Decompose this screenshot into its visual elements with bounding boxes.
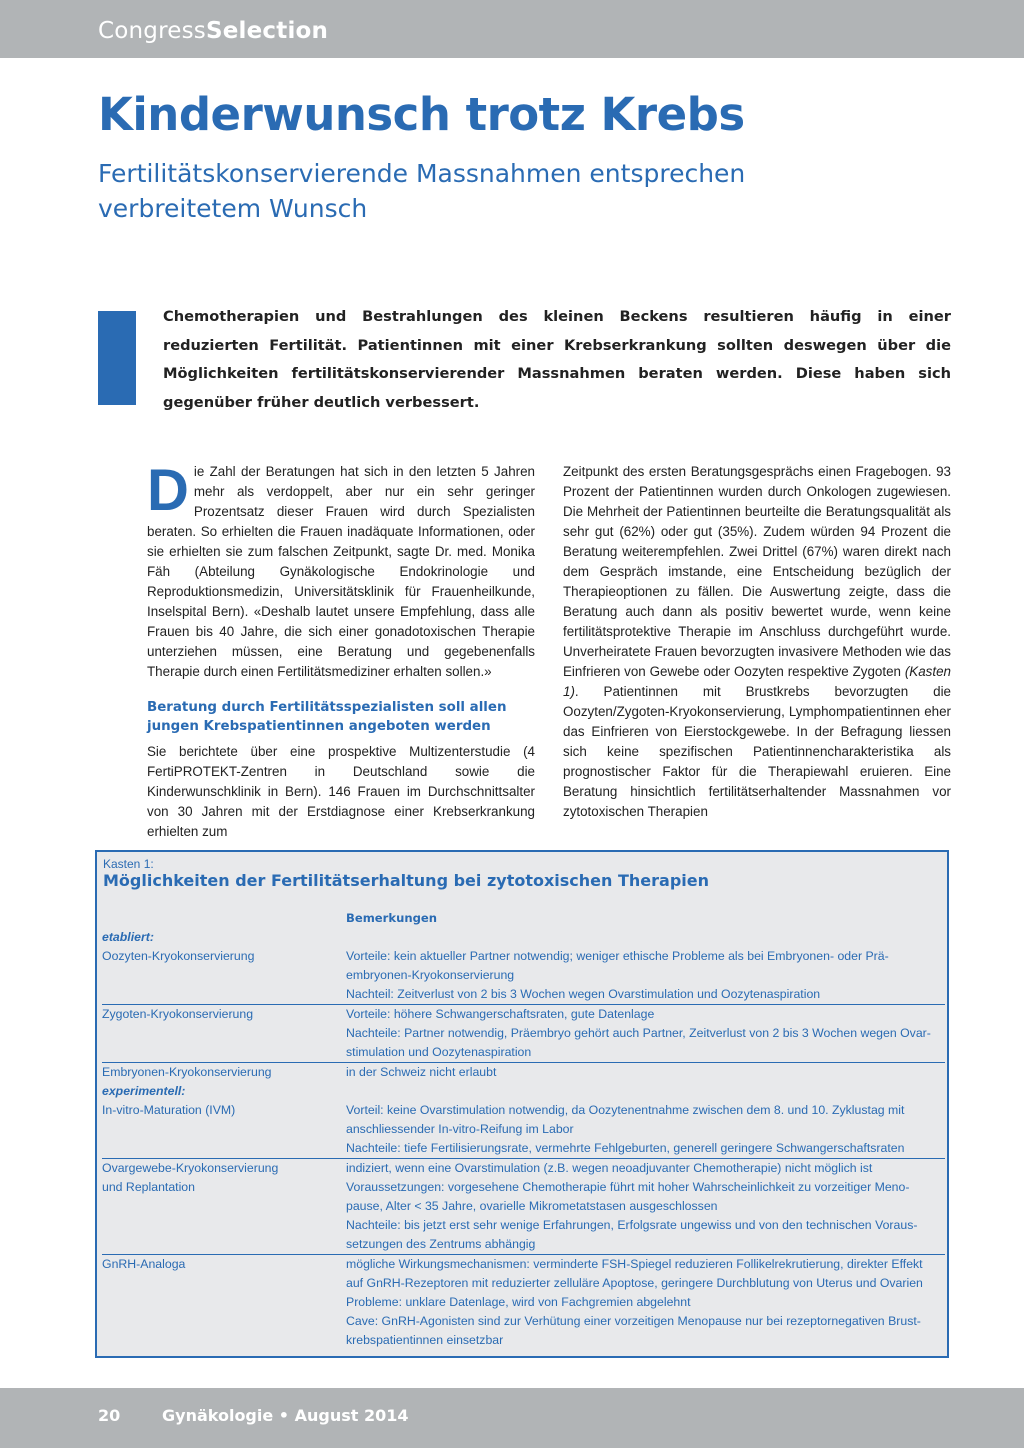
lead-paragraph: Chemotherapien und Bestrahlungen des kleinen Beckens resultieren häufig in einer reduzierten Fertilität. Patientinnen mit einer Krebserkrankung sollten deswegen über die Möglichkeiten fertilitätskonservierender Massnahmen beraten werden. Diese haben sich gegenüber früher deutlich verbessert. [163, 308, 951, 411]
note-line: Cave: GnRH-Agonisten sind zur Verhütung einer vorzeitigen Menopause nur bei rezeptornegativen Brust- [346, 1314, 921, 1328]
method-name-line: Oozyten-Kryokonservierung [102, 949, 255, 963]
category-established: etabliert: [102, 930, 154, 944]
paragraph-1 [147, 458, 535, 682]
method-name-line: Zygoten-Kryokonservierung [102, 1007, 254, 1021]
column-header-remarks: Bemerkungen [346, 911, 437, 925]
note-line: Vorteil: keine Ovarstimulation notwendig, da Oozytenentnahme zwischen dem 8. und 10. Zyklustag mit [346, 1103, 905, 1117]
drop-cap: D [147, 458, 189, 523]
method-name [102, 1005, 346, 1062]
method-name [102, 1101, 346, 1158]
options-table [102, 909, 945, 1350]
note-line: pause, Alter < 35 Jahre, ovarielle Mikrometatstasen ausgeschlossen [346, 1199, 718, 1213]
note-line: auf GnRH-Rezeptoren mit reduzierter zelluläre Apoptose, geringere Durchblutung von Uterus und Ovarien [346, 1276, 923, 1290]
table-row [102, 1255, 945, 1350]
brand-logo [98, 18, 328, 44]
table-row [102, 1063, 945, 1082]
journal-issue: Gynäkologie • August 2014 [162, 1406, 409, 1425]
method-name-line: Embryonen-Kryokonservierung [102, 1065, 272, 1079]
table-header [102, 909, 945, 928]
box-label: Kasten 1: [103, 857, 154, 871]
method-notes [346, 1063, 945, 1082]
note-line: embryonen-Kryokonservierung [346, 968, 515, 982]
method-notes [346, 1159, 945, 1254]
method-name [102, 947, 346, 1004]
table-row [102, 1005, 945, 1063]
info-box [95, 850, 949, 1358]
table-row [102, 1159, 945, 1255]
method-name [102, 1255, 346, 1350]
method-name [102, 1159, 346, 1254]
note-line: Probleme: unklare Datenlage, wird von Fachgremien abgelehnt [346, 1295, 691, 1309]
note-line: in der Schweiz nicht erlaubt [346, 1065, 497, 1079]
box-reference: (Kasten 1) [563, 664, 951, 699]
note-line: Nachteil: Zeitverlust von 2 bis 3 Wochen wegen Ovarstimulation und Oozytenaspiration [346, 987, 821, 1001]
article-subtitle: Fertilitätskonservierende Massnahmen entsprechen verbreitetem Wunsch [98, 159, 746, 223]
note-line: mögliche Wirkungsmechanismen: verminderte FSH-Spiegel reduzieren Follikelrekrutierung, direkter Effekt [346, 1257, 923, 1271]
page-number: 20 [98, 1406, 121, 1425]
paragraph-3-part-2: . Patientinnen mit Brustkrebs bevorzugten die Oozyten/Zygoten-Kryokonservierung, Lymphompatientinnen eher das Einfrieren von Eierstockgewebe. In der Befragung liessen sich keine spezifischen Patientinnencharakteristika als prognostischer Faktor für die Therapiewahl eruieren. Eine Beratung hinsichtlich fertilitätserhaltender Massnahmen vor zytotoxischen Therapien [563, 684, 951, 819]
note-line: setzungen des Zentrums abhängig [346, 1237, 536, 1251]
paragraph-3 [563, 462, 951, 822]
note-line: Nachteile: bis jetzt erst sehr wenige Erfahrungen, Erfolgsrate ungewiss und von den technischen Voraus- [346, 1218, 918, 1232]
note-line: Nachteile: Partner notwendig, Präembryo gehört auch Partner, Zeitverlust von 2 bis 3 Wochen wegen Ovar- [346, 1026, 931, 1040]
section-subheading: Beratung durch Fertilitätsspezialisten soll allen jungen Krebspatientinnen angeboten werden [147, 700, 507, 734]
note-line: Voraussetzungen: vorgesehene Chemotherapie führt mit hoher Wahrscheinlichkeit zu vorzeitiger Meno- [346, 1180, 910, 1194]
method-name-line: GnRH-Analoga [102, 1257, 186, 1271]
paragraph-3-part-1: Zeitpunkt des ersten Beratungsgesprächs einen Fragebogen. 93 Prozent der Patientinnen wurden durch Onkologen zugewiesen. Die Mehrheit der Patientinnen beurteilte die Beratungsqualität als sehr gut (62%) oder gut (35%). Zudem würden 94 Prozent die Beratung weiterempfehlen. Zwei Drittel (67%) waren direkt nach dem Gespräch imstande, eine Entscheidung bezüglich der Therapieoptionen zu fällen. Die Auswertung zeigte, dass die Beratung auch dann als positiv bewertet wurde, wenn keine fertilitätsprotektive Therapie im Anschluss durchgeführt wurde. Unverheiratete Frauen bevorzugten invasivere Methoden wie das Einfrieren von Gewebe oder Oozyten respektive Zygoten [563, 464, 951, 679]
brand-bold: Selection [205, 18, 329, 44]
lead-accent-bar [98, 311, 136, 405]
footer-bar [0, 1388, 1024, 1448]
paragraph-1-text: ie Zahl der Beratungen hat sich in den letzten 5 Jahren mehr als verdoppelt, aber nur ein sehr geringer Prozentsatz dieser Frauen wird durch Spezialisten beraten. So erhielten die Frauen inadäquate Informationen, oder sie erhielten sie zum falschen Zeitpunkt, sagte Dr. med. Monika Fäh (Abteilung Gynäkologische Endokrinologie und Reproduktionsmedizin, Universitätsklinik für Frauenheilkunde, Inselspital Bern). «Deshalb lautet unsere Empfehlung, dass alle Frauen bis 40 Jahre, die sich einer gonadotoxischen Therapie unterziehen müssen, eine Beratung und gegebenenfalls Therapie durch einen Fertilitätsmediziner erhalten sollen.» [147, 464, 535, 679]
method-name-line: In-vitro-Maturation (IVM) [102, 1103, 236, 1117]
method-name-line: Ovargewebe-Kryokonservierung [102, 1161, 279, 1175]
note-line: Vorteile: kein aktueller Partner notwendig; weniger ethische Probleme als bei Embryonen- oder Prä- [346, 949, 889, 963]
article-title: Kinderwunsch trotz Krebs [98, 88, 745, 141]
table-row [102, 947, 945, 1005]
method-name [102, 1063, 346, 1082]
text-column-left [147, 458, 535, 842]
header-bar [0, 0, 1024, 58]
paragraph-2: Sie berichtete über eine prospektive Multizenterstudie (4 FertiPROTEKT-Zentren in Deutschland sowie die Kinderwunschklinik in Bern). 146 Frauen im Durchschnittsalter von 30 Jahren mit der Erstdiagnose einer Krebserkrankung erhielten zum [147, 744, 535, 839]
note-line: stimulation und Oozytenaspiration [346, 1045, 532, 1059]
note-line: krebspatientinnen einsetzbar [346, 1333, 504, 1347]
text-column-right [563, 462, 951, 822]
note-line: Vorteile: höhere Schwangerschaftsraten, gute Datenlage [346, 1007, 655, 1021]
table-row [102, 1101, 945, 1159]
note-line: Nachteile: tiefe Fertilisierungsrate, vermehrte Fehlgeburten, generell geringere Schwangerschaftsraten [346, 1141, 905, 1155]
box-title: Möglichkeiten der Fertilitätserhaltung bei zytotoxischen Therapien [103, 871, 710, 890]
method-notes [346, 1101, 945, 1158]
method-notes [346, 947, 945, 1004]
method-name-line: und Replantation [102, 1180, 195, 1194]
note-line: anschliessender In-vitro-Reifung im Labor [346, 1122, 574, 1136]
note-line: indiziert, wenn eine Ovarstimulation (z.B. wegen neoadjuvanter Chemotherapie) nicht möglich ist [346, 1161, 873, 1175]
method-notes [346, 1005, 945, 1062]
category-experimental: experimentell: [102, 1084, 186, 1098]
method-notes [346, 1255, 945, 1350]
brand-light: Congress [98, 18, 206, 44]
